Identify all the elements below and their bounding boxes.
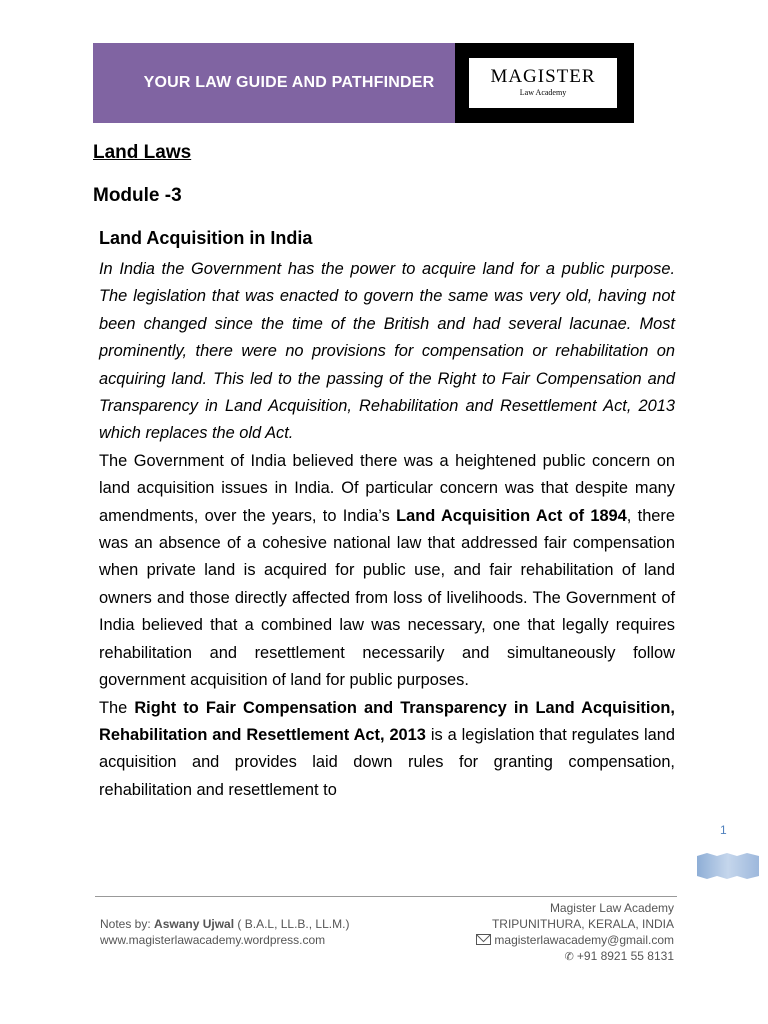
act-2013-name: Right to Fair Compensation and Transparency in Land Acquisition, Rehabilitation and Resettlement Act, 2013 <box>99 698 675 744</box>
academy-logo <box>469 58 617 108</box>
act-1894-name: Land Acquisition Act of 1894 <box>396 506 627 525</box>
document-body <box>99 256 675 804</box>
intro-paragraph: In India the Government has the power to acquire land for a public purpose. The legislation that was enacted to govern the same was very old, having not been changed since the time of the British and had several lacunae. Most prominently, there were no provisions for compensation or rehabilitation on acquiring land. This led to the passing of the Right to Fair Compensation and Transparency in Land Acquisition, Rehabilitation and Resettlement Act, 2013 which replaces the old Act. <box>99 260 675 443</box>
email-link[interactable]: magisterlawacademy@gmail.com <box>494 933 674 947</box>
notes-by-line <box>100 916 349 932</box>
module-title: Module -3 <box>93 185 182 206</box>
mail-icon <box>476 934 491 945</box>
author-credentials: ( B.A.L, LL.B., LL.M.) <box>234 917 350 931</box>
footer-divider <box>95 896 677 897</box>
phone-line <box>476 948 674 965</box>
background-paragraph <box>99 448 675 695</box>
page-tab-graphic <box>697 853 759 879</box>
footer-author-block <box>100 916 349 948</box>
notes-label: Notes by: <box>100 917 155 931</box>
header-banner <box>93 43 634 123</box>
author-name: Aswany Ujwal <box>154 917 235 931</box>
phone-number: +91 8921 55 8131 <box>576 949 674 963</box>
org-location: TRIPUNITHURA, KERALA, INDIA <box>491 917 674 931</box>
phone-icon: ✆ <box>564 951 574 963</box>
banner-tagline-block <box>93 43 455 123</box>
subject-title: Land Laws <box>93 142 192 163</box>
background-text-2: , there was an absence of a cohesive national law that addressed fair compensation when private land is acquired for public use, and fair rehabilitation of land owners and those directly affected from loss of livelihoods. The Government of India believed that a combined law was necessary, one that legally requires rehabilitation and resettlement necessarily and simultaneously follow government acquisition of land for public purposes. <box>99 506 676 690</box>
background-text-1: The Government of India believed there was a heightened public concern on land acquisition issues in India. Of particular concern was that despite many amendments, over the years, to India’s <box>99 451 675 525</box>
section-heading: Land Acquisition in India <box>99 228 313 248</box>
org-name: Magister Law Academy <box>549 901 674 915</box>
website-link[interactable]: www.magisterlawacademy.wordpress.com <box>100 933 326 947</box>
act-2013-text-2: is a legislation that regulates land acquisition and provides laid down rules for granting compensation, rehabilitation and resettlement to <box>99 725 675 799</box>
logo-name: MAGISTER <box>490 66 596 87</box>
email-line <box>476 932 674 948</box>
logo-subtitle: Law Academy <box>519 88 567 97</box>
banner-tagline: YOUR LAW GUIDE AND PATHFINDER <box>143 74 435 91</box>
footer-contact-block <box>476 900 674 965</box>
page-number: 1 <box>720 823 727 837</box>
act-2013-text-1: The <box>99 698 135 717</box>
act-2013-paragraph <box>99 695 675 805</box>
